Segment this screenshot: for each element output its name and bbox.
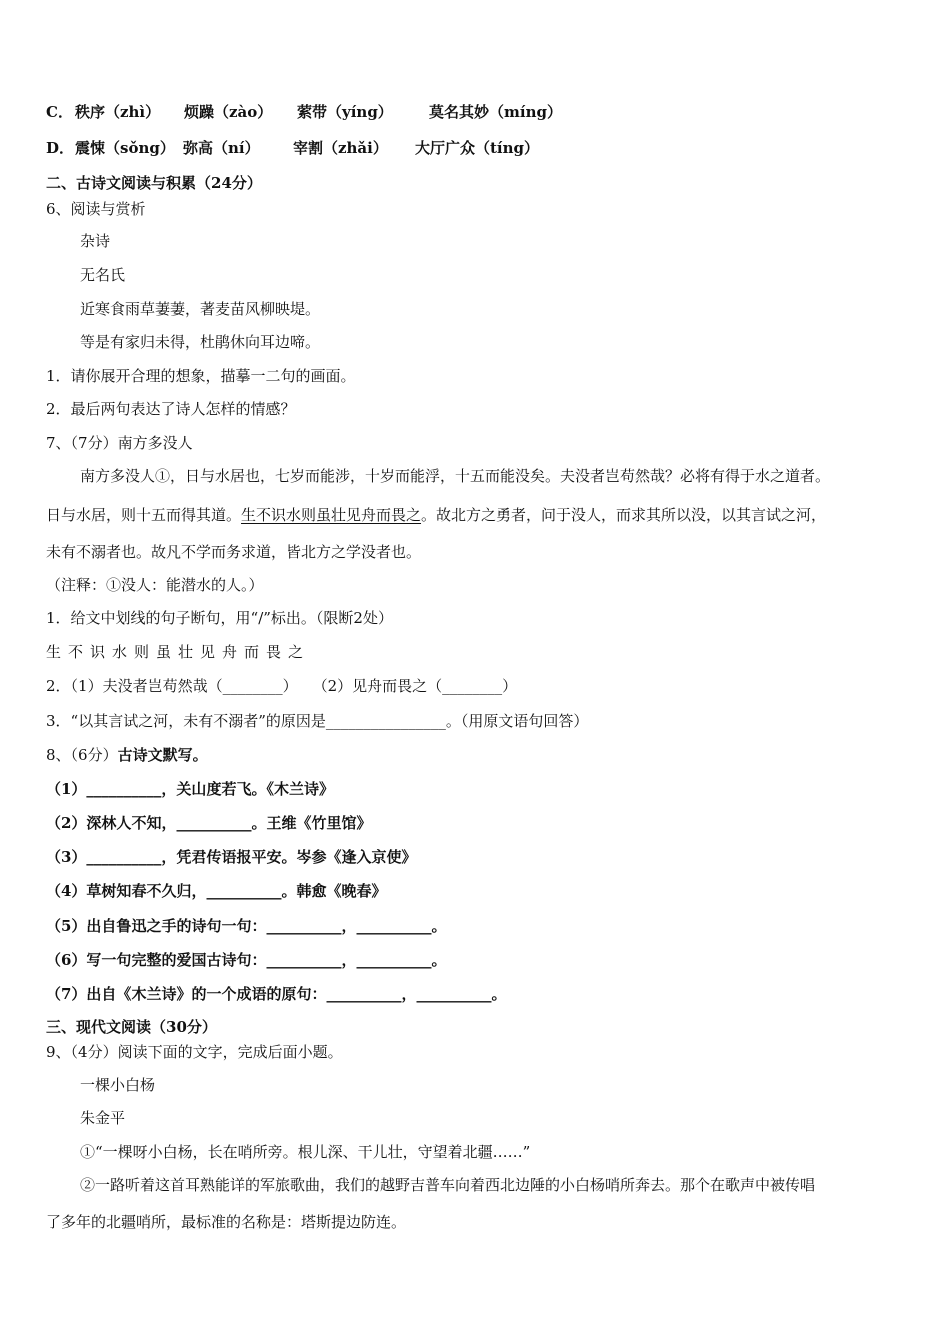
article-para-1: ①“一棵呀小白杨，长在哨所旁。根儿深、干儿壮，守望着北疆……”: [80, 1143, 531, 1161]
q8-item-3: （3）__________，凭君传语报平安。岑参《逢入京使》: [46, 848, 417, 866]
option-c-item-1: 秩序（zhì）: [75, 103, 161, 121]
q7-para-line-3: 未有不溺者也。故凡不学而务求道，皆北方之学没者也。: [46, 543, 422, 561]
q8-item-2: （2）深林人不知，__________。王维《竹里馆》: [46, 814, 372, 832]
q7-sub-1: 1．给文中划线的句子断句，用“/”标出。（限断2处）: [46, 609, 393, 627]
option-d-label: D．: [46, 139, 75, 157]
poem-title: 杂诗: [80, 232, 111, 250]
q8-item-1: （1）__________，关山度若飞。《木兰诗》: [46, 780, 334, 798]
q8-item-4: （4）草树知春不久归，__________。韩愈《晚春》: [46, 882, 387, 900]
q8-item-6: （6）写一句完整的爱国古诗句：__________，__________。: [46, 951, 447, 969]
q6-sub-2: 2．最后两句表达了诗人怎样的情感？: [46, 400, 296, 418]
q8-item-7: （7）出自《木兰诗》的一个成语的原句：__________，__________。: [46, 985, 507, 1003]
q8-item-5: （5）出自鲁迅之手的诗句一句：__________，__________。: [46, 917, 447, 935]
q9-title: 9、（4分）阅读下面的文字，完成后面小题。: [46, 1043, 343, 1061]
option-d-item-1: 震悚（sǒng）: [75, 139, 175, 157]
q7-note: （注释：①没人：能潜水的人。）: [46, 576, 264, 594]
article-title: 一棵小白杨: [80, 1076, 156, 1094]
q7-sub-3: 3．“以其言试之河，未有不溺者”的原因是________________。（用原文语句回答）: [46, 712, 589, 730]
option-c-item-3: 萦带（yíng）: [297, 103, 393, 121]
option-c-item-2: 烦躁（zào）: [184, 103, 273, 121]
option-d-item-3: 宰割（zhǎi）: [293, 139, 388, 157]
section3-heading: 三、现代文阅读（30分）: [46, 1018, 217, 1036]
option-d-item-4: 大厅广众（tíng）: [415, 139, 540, 157]
article-author: 朱金平: [80, 1109, 126, 1127]
q8-title: [46, 745, 208, 765]
poem-author: 无名氏: [80, 266, 126, 284]
q6-sub-1: 1．请你展开合理的想象，描摹一二句的画面。: [46, 367, 356, 385]
underlined-sentence: 生不识水则虽壮见舟而畏之: [241, 506, 422, 524]
section2-heading: 二、古诗文阅读与积累（24分）: [46, 174, 262, 192]
q8-title-prefix: 8、（6分）: [46, 746, 118, 764]
q6-title: 6、阅读与赏析: [46, 200, 146, 218]
option-d-item-2: 弥高（ní）: [183, 139, 260, 157]
article-para-2-line-1: ②一路听着这首耳熟能详的军旅歌曲，我们的越野吉普车向着西北边陲的小白杨哨所奔去。那个在歌声中被传唱: [80, 1176, 816, 1194]
option-c-item-4: 莫名其妙（míng）: [429, 103, 562, 121]
q8-title-text: 古诗文默写。: [117, 746, 208, 764]
q7-sub-1-sentence: 生不识水则虽壮见舟而畏之: [46, 643, 311, 661]
poem-line-2: 等是有家归未得，杜鹃休向耳边啼。: [80, 333, 321, 351]
q7-para-line-1: 南方多没人①，日与水居也，七岁而能涉，十岁而能浮，十五而能没矣。夫没者岂苟然哉？必将有得于水之道者。: [80, 467, 831, 485]
q7-para-line-2-start: 日与水居，则十五而得其道。: [46, 506, 242, 524]
poem-line-1: 近寒食雨草萋萋，著麦苗风柳映堤。: [80, 300, 321, 318]
q7-para-line-2: [46, 505, 826, 525]
option-c-label: C．: [46, 103, 73, 121]
q7-title: 7、（7分）南方多没人: [46, 434, 193, 452]
q7-para-line-2-end: 。故北方之勇者，问于没人，而求其所以没，以其言试之河，: [421, 506, 827, 524]
q7-sub-2: 2．（1）夫没者岂苟然哉（________） （2）见舟而畏之（________）: [46, 677, 518, 695]
article-para-2-line-2: 了多年的北疆哨所，最标准的名称是：塔斯提边防连。: [46, 1213, 407, 1231]
